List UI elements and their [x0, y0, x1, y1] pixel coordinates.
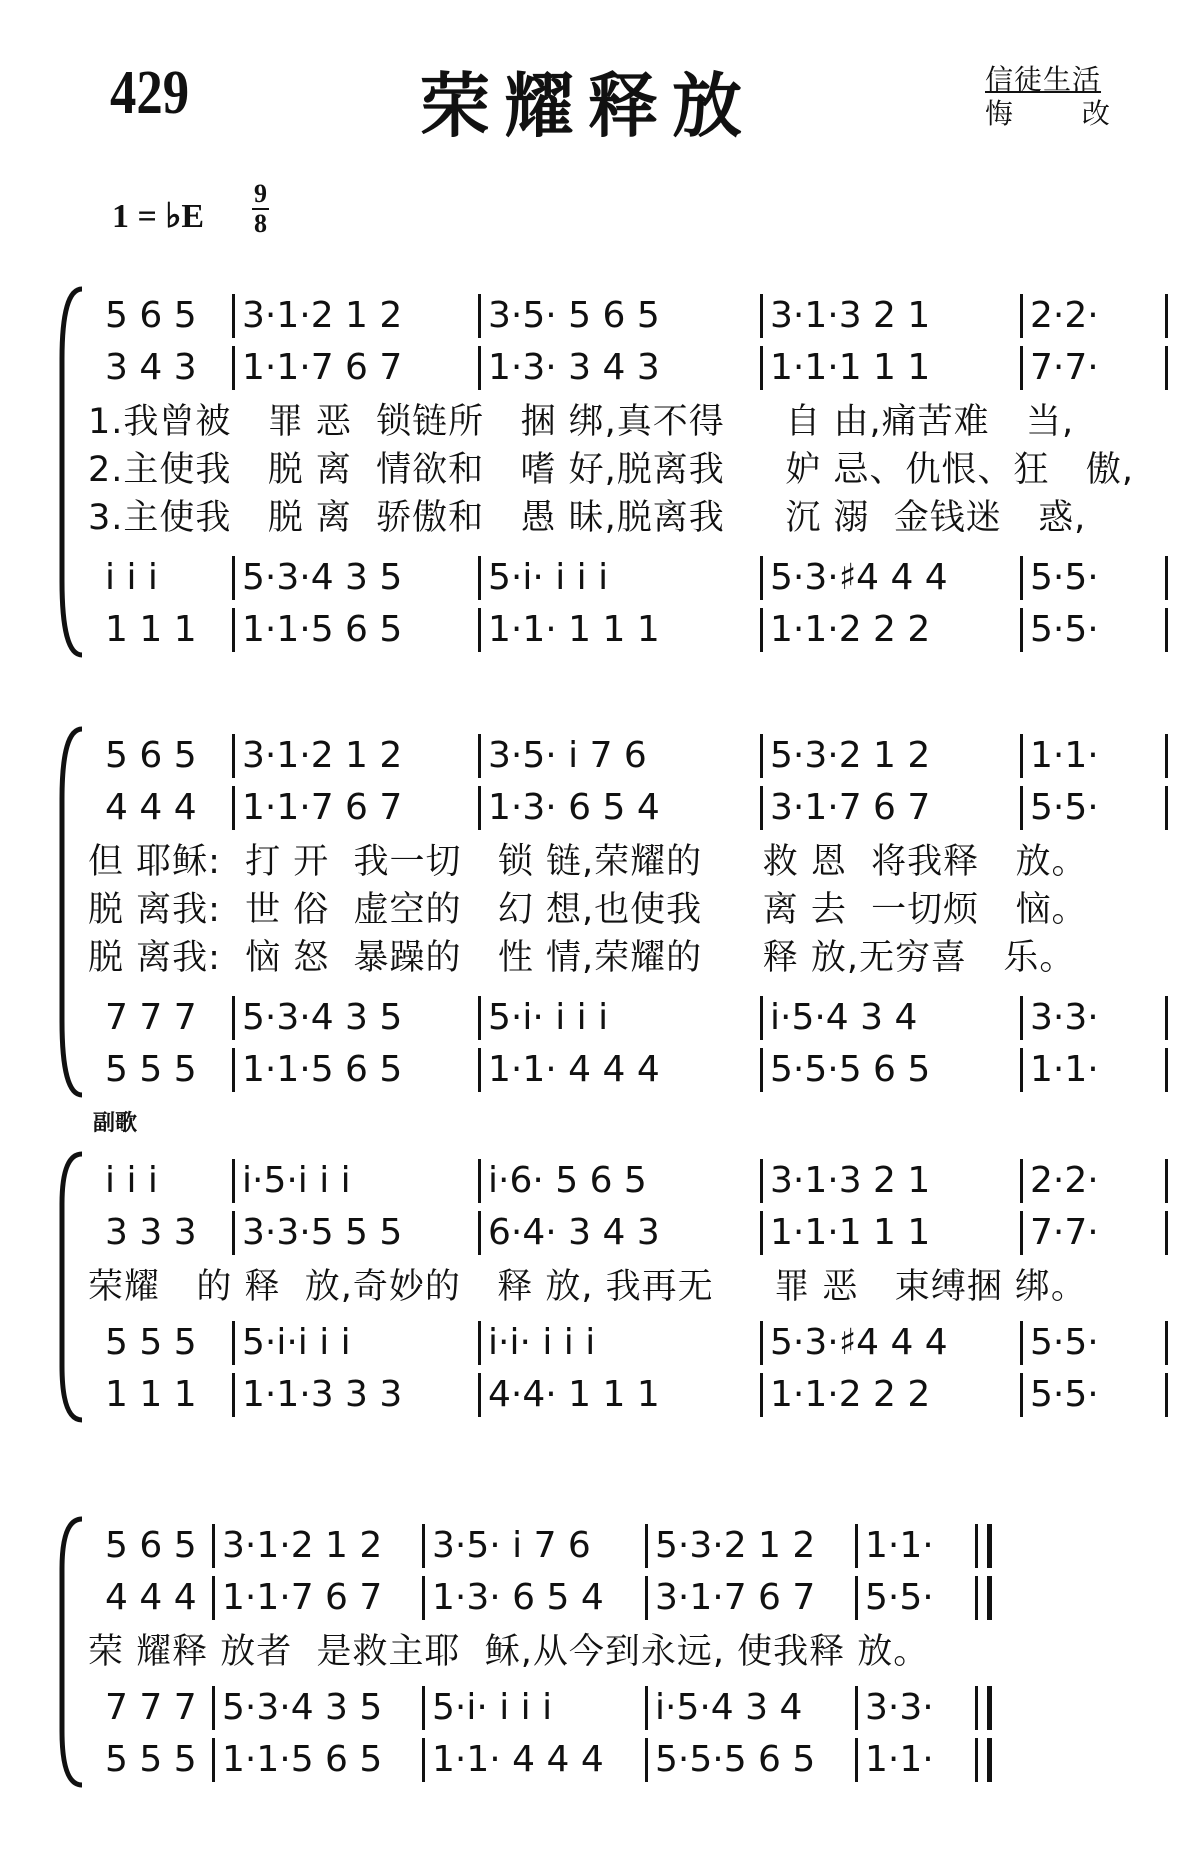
voice-line	[0, 1207, 1200, 1259]
measure-notes: 6·4· 3 4 3	[488, 1212, 660, 1253]
measure	[484, 730, 754, 782]
measure-notes: 1·3· 6 5 4	[488, 787, 660, 828]
measure-notes: 1·1·3 3 3	[242, 1374, 403, 1415]
barline	[232, 608, 235, 652]
barline	[232, 1159, 235, 1203]
source-credit: 信徒生活	[985, 63, 1102, 96]
barline	[645, 1524, 648, 1568]
measure-notes: 1·1·	[1030, 1049, 1099, 1090]
measure-notes: 3·1·2 1 2	[242, 295, 403, 336]
barline	[1020, 608, 1023, 652]
voice-line	[0, 782, 1200, 834]
measure-notes: 5 5 5	[105, 1739, 197, 1780]
final-barline	[987, 1576, 992, 1620]
lyric-line: 脱 离我: 世 俗 虚空的 幻 想,也使我 离 去 一切烦 恼。	[88, 890, 1088, 930]
measure-notes: 3·1·3 2 1	[770, 295, 931, 336]
measure	[238, 342, 472, 394]
measure-notes: 1·1·5 6 5	[242, 1049, 403, 1090]
barline	[1165, 294, 1168, 338]
measure-notes: 5·5·	[1030, 1322, 1099, 1363]
barline	[1165, 734, 1168, 778]
measure-notes: i i i	[105, 557, 158, 598]
barline	[760, 608, 763, 652]
measure	[484, 604, 754, 656]
barline	[1165, 346, 1168, 390]
barline	[760, 1373, 763, 1417]
measure	[1026, 604, 1159, 656]
voice-line	[0, 552, 1200, 604]
measure-notes: 1·1·2 2 2	[770, 609, 931, 650]
measure	[766, 342, 1014, 394]
voice-line	[0, 730, 1200, 782]
measure-notes: 5·5·	[1030, 1374, 1099, 1415]
measure	[238, 604, 472, 656]
measure-notes: 5·i· i i i	[488, 557, 609, 598]
measure-notes: 1 1 1	[105, 609, 197, 650]
measure	[1026, 1317, 1159, 1369]
lyric-line: 但 耶稣: 打 开 我一切 锁 链,荣耀的 救 恩 将我释 放。	[88, 842, 1088, 882]
measure-notes: i·5·i i i	[242, 1160, 351, 1201]
measure-notes: 3·3·5 5 5	[242, 1212, 403, 1253]
barline	[478, 1373, 481, 1417]
measure-notes: 5·3·♯4 4 4	[770, 1322, 948, 1363]
measure	[238, 1155, 472, 1207]
barline	[478, 1321, 481, 1365]
measure-notes: 1·1·2 2 2	[770, 1374, 931, 1415]
voice-line	[0, 1572, 1200, 1624]
barline	[232, 1373, 235, 1417]
measure-notes: 5·3·4 3 5	[222, 1687, 383, 1728]
measure	[766, 1207, 1014, 1259]
barline	[232, 1048, 235, 1092]
measure-notes: 2·2·	[1030, 295, 1099, 336]
measure	[484, 1044, 754, 1096]
barline	[478, 1048, 481, 1092]
barline	[212, 1738, 215, 1782]
barline	[232, 734, 235, 778]
barline	[975, 1686, 978, 1730]
measure-notes: 5·3·♯4 4 4	[770, 557, 948, 598]
barline	[1165, 1211, 1168, 1255]
measure	[101, 1520, 206, 1572]
measure-notes: 3·3·	[1030, 997, 1099, 1038]
barline	[1165, 1321, 1168, 1365]
measure-notes: 5·5·	[865, 1577, 934, 1618]
final-barline	[987, 1524, 992, 1568]
measure	[101, 730, 226, 782]
measure	[238, 1044, 472, 1096]
measure-notes: 1·1·1 1 1	[770, 1212, 931, 1253]
lyric-line: 脱 离我: 恼 怒 暴躁的 性 情,荣耀的 释 放,无穷喜 乐。	[88, 938, 1076, 978]
barline	[232, 1321, 235, 1365]
measure	[1026, 992, 1159, 1044]
barline	[478, 608, 481, 652]
measure	[238, 1369, 472, 1421]
voice-line	[0, 1369, 1200, 1421]
measure	[651, 1734, 849, 1786]
measure	[218, 1682, 416, 1734]
measure-notes: 1·1·	[865, 1525, 934, 1566]
measure	[484, 1207, 754, 1259]
measure	[428, 1734, 639, 1786]
measure	[1026, 1155, 1159, 1207]
lyric-line: 荣 耀释 放者 是救主耶 稣,从今到永远, 使我释 放。	[88, 1632, 930, 1672]
barline	[760, 1321, 763, 1365]
lyric-line: 2.主使我 脱 离 情欲和 嗜 好,脱离我 妒 忌、仇恨、狂 傲,	[88, 450, 1135, 490]
measure	[1026, 1044, 1159, 1096]
measure-notes: 1·1·1 1 1	[770, 347, 931, 388]
measure-notes: 3·1·2 1 2	[242, 735, 403, 776]
measure-notes: 1·1·7 6 7	[242, 347, 403, 388]
voice-line	[0, 342, 1200, 394]
barline	[855, 1738, 858, 1782]
barline	[855, 1576, 858, 1620]
measure	[484, 992, 754, 1044]
measure-notes: 4 4 4	[105, 1577, 197, 1618]
barline	[1020, 556, 1023, 600]
measure-notes: i·5·4 3 4	[770, 997, 918, 1038]
measure	[484, 1155, 754, 1207]
measure-notes: 3·1·7 6 7	[770, 787, 931, 828]
measure	[238, 782, 472, 834]
measure-notes: i·i· i i i	[488, 1322, 596, 1363]
measure-notes: 4·4· 1 1 1	[488, 1374, 660, 1415]
time-signature-bottom: 8	[254, 209, 267, 238]
measure-notes: 3·5· 5 6 5	[488, 295, 660, 336]
measure-notes: 5 6 5	[105, 1525, 197, 1566]
voice-line	[0, 992, 1200, 1044]
measure	[238, 552, 472, 604]
measure-notes: 1·1·7 6 7	[222, 1577, 383, 1618]
chorus-label: 副歌	[93, 1111, 138, 1136]
measure	[766, 1155, 1014, 1207]
measure	[238, 1207, 472, 1259]
voice-line	[0, 1317, 1200, 1369]
measure	[101, 1572, 206, 1624]
lyric-line: 3.主使我 脱 离 骄傲和 愚 昧,脱离我 沉 溺 金钱迷 惑,	[88, 498, 1087, 538]
barline	[478, 1159, 481, 1203]
measure-notes: 1 1 1	[105, 1374, 197, 1415]
measure	[1026, 1207, 1159, 1259]
barline	[1165, 1373, 1168, 1417]
lyric-line: 荣耀 的 释 放,奇妙的 释 放, 我再无 罪 恶 束缚捆 绑。	[88, 1267, 1087, 1307]
measure	[484, 290, 754, 342]
measure-notes: 5 5 5	[105, 1322, 197, 1363]
barline	[232, 786, 235, 830]
measure-notes: 5·3·4 3 5	[242, 557, 403, 598]
measure	[428, 1572, 639, 1624]
measure-notes: 3 4 3	[105, 347, 197, 388]
measure	[766, 1044, 1014, 1096]
barline	[1020, 1048, 1023, 1092]
measure-notes: 1·1·7 6 7	[242, 787, 403, 828]
barline	[855, 1686, 858, 1730]
hymn-title: 荣耀释放	[420, 65, 756, 147]
barline	[760, 1048, 763, 1092]
barline	[760, 1159, 763, 1203]
measure-notes: 1·3· 3 4 3	[488, 347, 660, 388]
measure-notes: 3·1·7 6 7	[655, 1577, 816, 1618]
measure	[238, 1317, 472, 1369]
measure	[1026, 730, 1159, 782]
measure-notes: 5·5·5 6 5	[770, 1049, 931, 1090]
voice-line	[0, 1520, 1200, 1572]
measure	[766, 1317, 1014, 1369]
measure-notes: 3·3·	[865, 1687, 934, 1728]
measure-notes: 5·5·	[1030, 557, 1099, 598]
measure-notes: 2·2·	[1030, 1160, 1099, 1201]
lyric-line: 1.我曾被 罪 恶 锁链所 捆 绑,真不得 自 由,痛苦难 当,	[88, 402, 1075, 442]
measure	[101, 552, 226, 604]
final-barline	[987, 1738, 992, 1782]
voice-line	[0, 290, 1200, 342]
voice-line	[0, 604, 1200, 656]
barline	[855, 1524, 858, 1568]
measure-notes: 5·3·4 3 5	[242, 997, 403, 1038]
measure	[101, 290, 226, 342]
barline	[1020, 786, 1023, 830]
measure-notes: 5·3·2 1 2	[770, 735, 931, 776]
barline	[760, 1211, 763, 1255]
measure	[101, 1369, 226, 1421]
measure-notes: 1·3· 6 5 4	[432, 1577, 604, 1618]
barline	[645, 1576, 648, 1620]
barline	[1020, 346, 1023, 390]
measure-notes: 7·7·	[1030, 347, 1099, 388]
barline	[1165, 996, 1168, 1040]
measure-notes: 3·5· i 7 6	[488, 735, 647, 776]
measure-notes: 5·i·i i i	[242, 1322, 351, 1363]
measure-notes: 3 3 3	[105, 1212, 197, 1253]
barline	[1020, 996, 1023, 1040]
barline	[645, 1738, 648, 1782]
barline	[232, 1211, 235, 1255]
measure	[1026, 1369, 1159, 1421]
barline	[1165, 1159, 1168, 1203]
barline	[760, 346, 763, 390]
barline	[232, 556, 235, 600]
barline	[422, 1686, 425, 1730]
measure-notes: 7 7 7	[105, 1687, 197, 1728]
measure	[238, 992, 472, 1044]
time-signature-top: 9	[254, 179, 267, 208]
measure	[238, 290, 472, 342]
barline	[1020, 1159, 1023, 1203]
measure	[861, 1520, 969, 1572]
measure-notes: 1·1· 4 4 4	[488, 1049, 660, 1090]
measure-notes: 5·5·	[1030, 609, 1099, 650]
final-barline	[987, 1686, 992, 1730]
barline	[1165, 608, 1168, 652]
measure	[428, 1520, 639, 1572]
measure	[766, 290, 1014, 342]
measure-notes: i·6· 5 6 5	[488, 1160, 647, 1201]
measure	[861, 1734, 969, 1786]
barline	[975, 1738, 978, 1782]
measure	[101, 992, 226, 1044]
barline	[760, 294, 763, 338]
measure-notes: i·5·4 3 4	[655, 1687, 803, 1728]
barline	[1020, 1321, 1023, 1365]
measure	[861, 1682, 969, 1734]
barline	[422, 1524, 425, 1568]
measure-notes: 5 5 5	[105, 1049, 197, 1090]
measure	[1026, 782, 1159, 834]
barline	[1165, 556, 1168, 600]
measure-notes: 3·1·3 2 1	[770, 1160, 931, 1201]
measure-notes: 5·5·5 6 5	[655, 1739, 816, 1780]
time-signature	[252, 180, 269, 238]
measure	[1026, 552, 1159, 604]
measure	[651, 1572, 849, 1624]
barline	[760, 734, 763, 778]
barline	[1020, 1373, 1023, 1417]
measure	[1026, 290, 1159, 342]
measure-notes: 3·1·2 1 2	[222, 1525, 383, 1566]
voice-line	[0, 1682, 1200, 1734]
measure	[861, 1572, 969, 1624]
measure	[428, 1682, 639, 1734]
measure	[484, 342, 754, 394]
barline	[422, 1738, 425, 1782]
key-signature: 1 = ♭E	[112, 198, 205, 235]
measure	[101, 1317, 226, 1369]
barline	[478, 556, 481, 600]
barline	[1165, 1048, 1168, 1092]
measure-notes: 4 4 4	[105, 787, 197, 828]
measure	[766, 604, 1014, 656]
measure	[101, 1734, 206, 1786]
barline	[975, 1524, 978, 1568]
measure	[766, 992, 1014, 1044]
barline	[1020, 734, 1023, 778]
barline	[1020, 1211, 1023, 1255]
barline	[232, 294, 235, 338]
measure-notes: 7 7 7	[105, 997, 197, 1038]
barline	[760, 996, 763, 1040]
barline	[478, 996, 481, 1040]
measure	[651, 1520, 849, 1572]
measure	[484, 782, 754, 834]
measure-notes: 1·1·5 6 5	[222, 1739, 383, 1780]
measure	[101, 604, 226, 656]
barline	[478, 786, 481, 830]
barline	[760, 556, 763, 600]
measure-notes: 1·1· 4 4 4	[432, 1739, 604, 1780]
measure	[651, 1682, 849, 1734]
measure	[766, 552, 1014, 604]
barline	[478, 1211, 481, 1255]
measure	[484, 1369, 754, 1421]
measure	[101, 342, 226, 394]
measure	[101, 1155, 226, 1207]
voice-line	[0, 1044, 1200, 1096]
barline	[212, 1524, 215, 1568]
measure-notes: 1·1·	[1030, 735, 1099, 776]
measure-notes: 3·5· i 7 6	[432, 1525, 591, 1566]
measure	[766, 1369, 1014, 1421]
barline	[1165, 786, 1168, 830]
measure	[484, 1317, 754, 1369]
measure-notes: 7·7·	[1030, 1212, 1099, 1253]
barline	[478, 346, 481, 390]
barline	[232, 346, 235, 390]
measure-notes: 1·1· 1 1 1	[488, 609, 660, 650]
measure	[238, 730, 472, 782]
measure	[218, 1734, 416, 1786]
measure	[484, 552, 754, 604]
measure	[101, 1207, 226, 1259]
barline	[478, 734, 481, 778]
measure-notes: 5·i· i i i	[488, 997, 609, 1038]
barline	[760, 786, 763, 830]
measure-notes: i i i	[105, 1160, 158, 1201]
barline	[232, 996, 235, 1040]
measure-notes: 5 6 5	[105, 735, 197, 776]
measure	[218, 1520, 416, 1572]
arranger-credit: 悔 改	[985, 97, 1140, 130]
voice-line	[0, 1155, 1200, 1207]
hymn-number: 429	[110, 59, 190, 127]
barline	[645, 1686, 648, 1730]
measure	[218, 1572, 416, 1624]
barline	[975, 1576, 978, 1620]
measure	[766, 782, 1014, 834]
measure-notes: 5 6 5	[105, 295, 197, 336]
barline	[1020, 294, 1023, 338]
measure-notes: 1·1·5 6 5	[242, 609, 403, 650]
measure	[766, 730, 1014, 782]
measure-notes: 5·5·	[1030, 787, 1099, 828]
voice-line	[0, 1734, 1200, 1786]
measure	[101, 1044, 226, 1096]
measure-notes: 5·i· i i i	[432, 1687, 553, 1728]
barline	[212, 1576, 215, 1620]
measure-notes: 5·3·2 1 2	[655, 1525, 816, 1566]
measure	[101, 1682, 206, 1734]
measure	[1026, 342, 1159, 394]
barline	[422, 1576, 425, 1620]
measure	[101, 782, 226, 834]
barline	[478, 294, 481, 338]
barline	[212, 1686, 215, 1730]
measure-notes: 1·1·	[865, 1739, 934, 1780]
